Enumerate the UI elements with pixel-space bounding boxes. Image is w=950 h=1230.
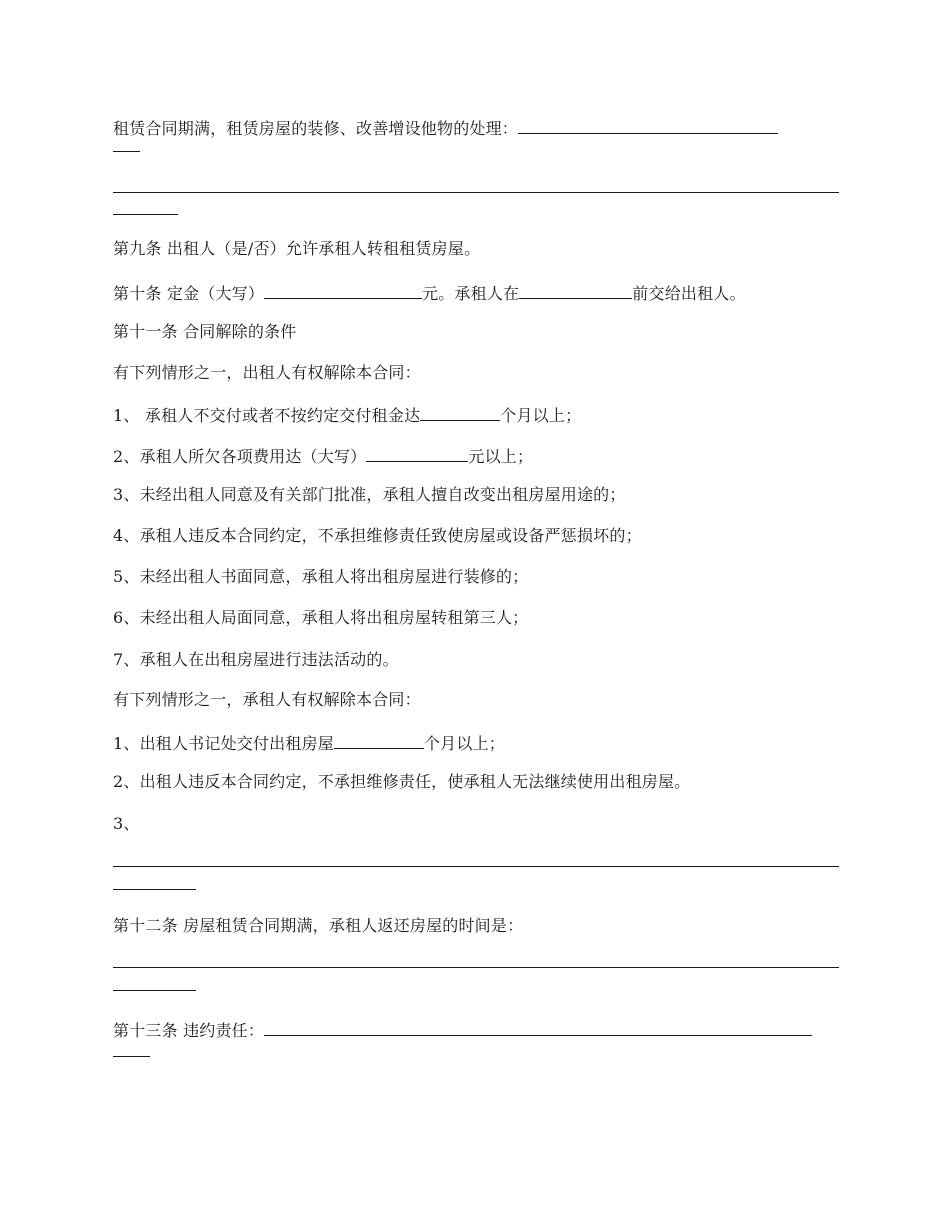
lessor-condition-1-prefix: 1、 承租人不交付或者不按约定交付租金达 [113, 406, 421, 425]
lessee-termination-intro: 有下列情形之一，承租人有权解除本合同： [113, 690, 421, 709]
article-10-prefix: 第十条 定金（大写） [113, 284, 265, 303]
lessee-condition-3-blank[interactable] [113, 866, 839, 867]
paragraph-renovation [113, 116, 778, 139]
deposit-amount-blank[interactable] [264, 281, 422, 299]
article-9: 第九条 出租人（是/否）允许承租人转租租赁房屋。 [113, 239, 481, 258]
return-time-blank-continued [113, 990, 196, 991]
lessor-condition-5: 5、未经出租人书面同意，承租人将出租房屋进行装修的； [113, 567, 529, 586]
article-10-suffix: 前交给出租人。 [632, 284, 746, 303]
lessor-termination-intro: 有下列情形之一，出租人有权解除本合同： [113, 363, 421, 382]
article-13-text: 第十三条 违约责任： [113, 1021, 265, 1040]
article-13 [113, 1018, 812, 1041]
delivery-months-blank[interactable] [334, 731, 424, 749]
lessor-condition-1-suffix: 个月以上； [500, 406, 582, 425]
renovation-blank-line[interactable] [113, 192, 839, 193]
lessee-condition-1-prefix: 1、出租人书记处交付出租房屋 [113, 734, 334, 753]
renovation-blank[interactable] [518, 116, 778, 134]
lessee-condition-2: 2、出租人违反本合同约定，不承担维修责任，使承租人无法继续使用出租房屋。 [113, 772, 691, 791]
renovation-blank-continued [113, 151, 140, 152]
fees-amount-blank[interactable] [366, 444, 468, 462]
lessor-condition-2 [113, 444, 533, 467]
lessee-condition-3-blank-continued [113, 889, 196, 890]
lessor-condition-6: 6、未经出租人局面同意，承租人将出租房屋转租第三人； [113, 608, 529, 627]
return-time-blank[interactable] [113, 967, 839, 968]
renovation-text: 租赁合同期满，租赁房屋的装修、改善增设他物的处理： [113, 119, 519, 138]
lessor-condition-3: 3、未经出租人同意及有关部门批准，承租人擅自改变出租房屋用途的； [113, 485, 626, 504]
lessor-condition-7: 7、承租人在出租房屋进行违法活动的。 [113, 650, 399, 669]
article-11-title: 第十一条 合同解除的条件 [113, 322, 297, 341]
article-12: 第十二条 房屋租赁合同期满，承租人返还房屋的时间是： [113, 916, 524, 935]
renovation-blank-line-continued [113, 214, 178, 215]
liability-blank[interactable] [264, 1018, 812, 1036]
article-10 [113, 281, 746, 304]
rent-months-blank[interactable] [420, 403, 500, 421]
lessor-condition-4: 4、承租人违反本合同约定，不承担维修责任致使房屋或设备严惩损坏的； [113, 526, 642, 545]
lessee-condition-1-suffix: 个月以上； [423, 734, 505, 753]
lessor-condition-2-prefix: 2、承租人所欠各项费用达（大写） [113, 447, 367, 466]
deposit-date-blank[interactable] [519, 281, 632, 299]
lessor-condition-1 [113, 403, 581, 426]
article-10-mid: 元。承租人在 [422, 284, 520, 303]
lessee-condition-3: 3、 [113, 814, 140, 833]
lessee-condition-1 [113, 731, 505, 754]
lessor-condition-2-suffix: 元以上； [468, 447, 534, 466]
liability-blank-continued [113, 1056, 150, 1057]
